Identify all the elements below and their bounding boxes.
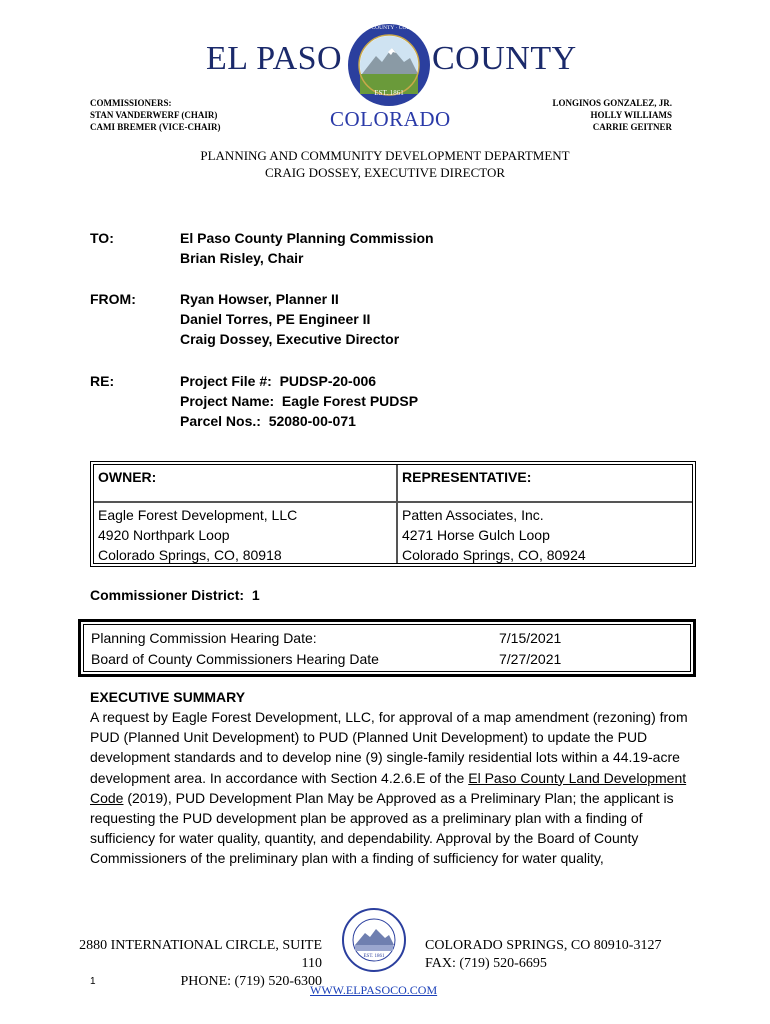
to-line: Brian Risley, Chair xyxy=(180,250,304,266)
commissioner-name: CARRIE GEITNER xyxy=(592,122,672,132)
summary-text-part: (2019), PUD Development Plan May be Approved as a Preliminary Plan; the applicant is requesting the PUD development plan be approved as a preliminary plan with a finding of sufficiency for water quality, quantity, and dependability. Approval by the Board of County Commissioners of the preliminary plan with a finding of sufficiency for water quality, xyxy=(90,789,674,867)
re-label: RE: xyxy=(90,373,115,389)
parcel-numbers: Parcel Nos.: 52080-00-071 xyxy=(180,413,356,429)
representative-details xyxy=(402,505,586,565)
department-name: PLANNING AND COMMUNITY DEVELOPMENT DEPARTMENT xyxy=(200,148,570,163)
representative-label: REPRESENTATIVE: xyxy=(402,469,532,485)
footer-city xyxy=(425,937,661,973)
to-recipients xyxy=(180,228,434,268)
commissioner-name: CAMI BREMER (VICE-CHAIR) xyxy=(90,122,221,132)
county-name-left: EL PASO xyxy=(206,40,343,77)
owner-line: 4920 Northpark Loop xyxy=(98,527,230,543)
commissioner-name: LONGINOS GONZALEZ, JR. xyxy=(552,98,672,108)
commissioners-left xyxy=(90,97,221,133)
land-development-code-link[interactable]: El Paso County Land Development Code xyxy=(90,769,687,806)
executive-summary-heading: EXECUTIVE SUMMARY xyxy=(90,689,246,705)
re-details xyxy=(180,371,418,431)
owner-line: Eagle Forest Development, LLC xyxy=(98,507,298,523)
representative-line: 4271 Horse Gulch Loop xyxy=(402,527,550,543)
county-name-right: COUNTY xyxy=(432,40,577,77)
parties-table xyxy=(90,461,696,567)
svg-text:EST. 1861: EST. 1861 xyxy=(363,954,385,959)
project-file: Project File #: PUDSP-20-006 xyxy=(180,373,377,389)
hearing-dates-box xyxy=(78,619,696,677)
page-number: 1 xyxy=(90,976,96,987)
representative-line: Patten Associates, Inc. xyxy=(402,507,544,523)
seal-bottom-text: EST. 1861 xyxy=(374,89,404,97)
commissioner-name: HOLLY WILLIAMS xyxy=(590,110,672,120)
fax-number: FAX: (719) 520-6695 xyxy=(425,956,547,971)
commissioner-name: STAN VANDERWERF (CHAIR) xyxy=(90,110,218,120)
commissioner-district: Commissioner District: 1 xyxy=(90,587,260,603)
project-name: Project Name: Eagle Forest PUDSP xyxy=(180,393,419,409)
owner-label: OWNER: xyxy=(98,469,157,485)
board-hearing-date: 7/27/2021 xyxy=(499,651,562,667)
executive-summary-text xyxy=(90,707,690,869)
commissioners-heading: COMMISSIONERS: xyxy=(90,98,172,108)
owner-line: Colorado Springs, CO, 80918 xyxy=(98,547,282,563)
planning-hearing-date: 7/15/2021 xyxy=(499,630,562,646)
footer-seal-icon xyxy=(341,907,407,973)
state-name: COLORADO xyxy=(330,107,451,131)
from-line: Ryan Howser, Planner II xyxy=(180,291,339,307)
to-label: TO: xyxy=(90,230,114,246)
website-link[interactable]: WWW.ELPASOCO.COM xyxy=(310,983,438,997)
owner-details xyxy=(98,505,297,565)
summary-text-part: A request by Eagle Forest Development, LLC, for approval of a map amendment (rezoning) from PUD (Planned Unit Development) to PUD (Planned Unit Development) to update the PUD development standards and to develop nine (9) single-family residential lots within a 44.19-acre development area. In accordance with Section 4.2.6.E of the xyxy=(90,709,688,786)
representative-line: Colorado Springs, CO, 80924 xyxy=(402,547,586,563)
board-hearing-label: Board of County Commissioners Hearing Date xyxy=(91,651,379,667)
from-line: Craig Dossey, Executive Director xyxy=(180,331,400,347)
city-state-zip: COLORADO SPRINGS, CO 80910-3127 xyxy=(425,938,662,953)
to-line: El Paso County Planning Commission xyxy=(180,230,434,246)
phone-number: PHONE: (719) 520-6300 xyxy=(180,974,322,989)
planning-hearing-label: Planning Commission Hearing Date: xyxy=(91,630,317,646)
from-label: FROM: xyxy=(90,291,136,307)
from-senders xyxy=(180,289,399,349)
footer-address xyxy=(60,937,322,991)
department-director: CRAIG DOSSEY, EXECUTIVE DIRECTOR xyxy=(264,165,506,180)
from-line: Daniel Torres, PE Engineer II xyxy=(180,311,371,327)
commissioners-right xyxy=(552,97,672,133)
street-address: 2880 INTERNATIONAL CIRCLE, SUITE 110 xyxy=(79,938,322,971)
seal-top-text: EL PASO COUNTY · COLORADO xyxy=(348,25,430,31)
